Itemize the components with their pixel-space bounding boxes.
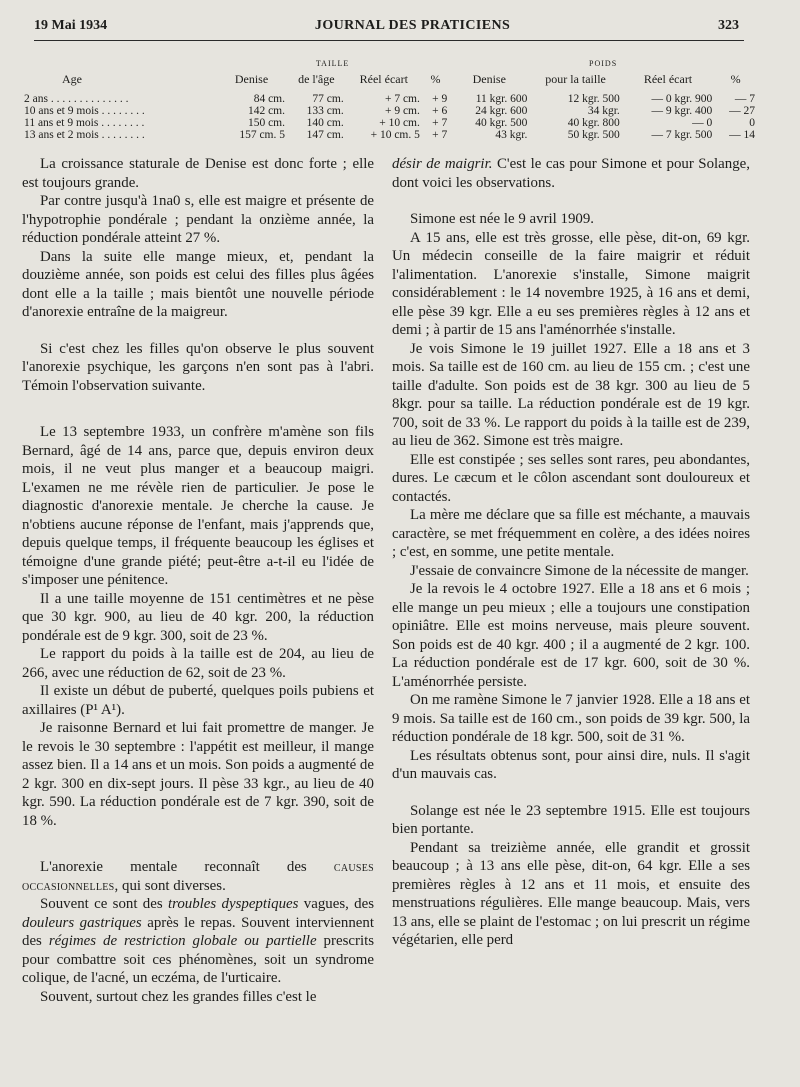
growth-table bbox=[22, 58, 757, 141]
group-label-taille: TAILLE bbox=[315, 59, 350, 68]
table-row bbox=[22, 129, 757, 141]
paragraph: La mère me déclare que sa fille est méchante, a mauvais caractère, se met fréquemment en colère, a des idées noires ; c'est, en somme, une petite mentale. bbox=[392, 507, 750, 560]
table-cell: + 7 bbox=[432, 117, 448, 129]
paragraph: Je vois Simone le 19 juillet 1927. Elle a 18 ans et 3 mois. Sa taille est de 160 cm. au lieu de 155 cm. ; c'est une taille d'adulte. Son poids est de 38 kgr. 300 au lieu de 5 8kgr. pour sa taille. La réduction pondérale est de 19 kgr. 700, soit de 33 %. Le rapport du poids à la taille est de 239, au lieu de 362. Simone est très maigre. bbox=[392, 340, 750, 449]
paragraph: La croissance staturale de Denise est donc forte ; elle est toujours grande. bbox=[22, 156, 374, 191]
table-cell: — 7 bbox=[734, 93, 755, 105]
left-column bbox=[22, 155, 374, 1006]
table-cell: + 9 cm. bbox=[384, 105, 420, 117]
table-cell: 147 cm. bbox=[306, 129, 344, 141]
group-label-poids: POIDS bbox=[589, 59, 618, 68]
paragraph: Elle est constipée ; ses selles sont rares, peu abondantes, dures. Le cæcum et le côlon ascendant sont douloureux et contactés. bbox=[392, 451, 750, 505]
table-cell: 50 kgr. 500 bbox=[567, 129, 620, 141]
paragraph: Je raisonne Bernard et lui fait promettre de manger. Je le revois le 30 septembre : l'appétit est meilleur, il mange assez bien. Il a 14 ans et un mois. Son poids a augmenté de 2 kgr. 300 en dix-sept jours. Il pèse 33 kgr., au lieu de 40 kgr. 590. La réduction pondérale est de 7 kgr. 390, soit de 18 %. bbox=[22, 720, 374, 829]
column-header: Réel écart bbox=[359, 72, 408, 86]
column-header: Réel écart bbox=[643, 72, 693, 86]
paragraph: Par contre jusqu'à 1na0 s, elle est maigre et présente de l'hypotrophie pondérale ; pendant la onzième année, la réduction pondérale atteint 27 %. bbox=[22, 193, 374, 246]
paragraph-continued: Souvent, surtout chez les grandes filles c'est le bbox=[40, 988, 317, 1005]
table-cell: — 27 bbox=[729, 105, 755, 117]
column-header: Age bbox=[62, 72, 82, 86]
table-cell: 150 cm. bbox=[247, 117, 286, 129]
table-row bbox=[22, 105, 757, 117]
table-cell: 12 kgr. 500 bbox=[567, 93, 620, 105]
table-cell: 140 cm. bbox=[306, 117, 344, 129]
table-cell: — 9 kgr. 400 bbox=[651, 105, 713, 117]
table-cell: + 9 bbox=[432, 93, 448, 105]
table-cell: — 14 bbox=[729, 129, 755, 141]
column-header: Denise bbox=[472, 72, 506, 86]
causes-paragraph: L'anorexie mentale reconnaît des causes occasionnelles, qui sont diverses. bbox=[22, 859, 374, 894]
paragraph: Simone est née le 9 avril 1909. bbox=[410, 211, 595, 227]
paragraph: Il a une taille moyenne de 151 centimètres et ne pèse que 30 kgr. 900, au lieu de 40 kgr. 200, la réduction pondérale est de 9 kgr. 300, soit de 23 %. bbox=[22, 590, 374, 644]
paragraph: Solange est née le 23 septembre 1915. Elle est toujours bien portante. bbox=[392, 802, 750, 837]
table-cell: + 10 cm. 5 bbox=[370, 129, 420, 141]
table-cell: 77 cm. bbox=[312, 93, 344, 105]
table-cell: — 0 kgr. 900 bbox=[651, 93, 713, 105]
right-column bbox=[392, 155, 750, 950]
table-cell: + 6 bbox=[432, 105, 448, 117]
running-head bbox=[34, 18, 739, 40]
table-cell: — 7 kgr. 500 bbox=[651, 129, 713, 141]
table-cell: 34 kgr. bbox=[587, 105, 620, 117]
paragraph: Si c'est chez les filles qu'on observe le plus souvent l'anorexie psychique, les garçons n'en sont pas à l'abri. Témoin l'observation suivante. bbox=[22, 340, 374, 394]
table-cell: 11 ans et 9 mois . . . . . . . . bbox=[24, 117, 145, 129]
paragraph: J'essaie de convaincre Simone de la nécessite de manger. bbox=[410, 562, 749, 579]
column-header: de l'âge bbox=[298, 72, 335, 86]
table-row bbox=[22, 93, 757, 105]
table-cell: 43 kgr. bbox=[495, 129, 528, 141]
paragraph: Pendant sa treizième année, elle grandit et grossit beaucoup ; à 13 ans elle pèse, dit-on, 64 kgr. Elle a ses premières règles à 12 ans et 11 mois, et ensuite des menstruations régulières. Elle mange beaucoup. Mais, vers 13 ans, elle se plaint de l'estomac ; on lui prescrit un régime végétarien, elle perd bbox=[392, 839, 750, 948]
paragraph: Il existe un début de puberté, quelques poils pubiens et axillaires (P¹ A¹). bbox=[22, 683, 374, 718]
table-group-row bbox=[22, 58, 757, 70]
table-cell: 142 cm. bbox=[247, 105, 286, 117]
column-header: Denise bbox=[234, 72, 269, 86]
paragraph: Le 13 septembre 1933, un confrère m'amène son fils Bernard, âgé de 14 ans, parce que, depuis environ deux mois, il ne veut plus manger et a beaucoup maigri. L'examen ne me révèle rien de particulier. Je pose le diagnostic d'anorexie mentale. Je cherche la cause. Je n'obtiens aucune réponse de l'enfant, mais j'apprends que, depuis quelque temps, il fréquente beaucoup les églises et témoigne d'une grande piété; peut-être a-t-il eu l'idée de s'imposer une pénitence. bbox=[22, 424, 374, 588]
header-rule bbox=[34, 40, 744, 41]
table-cell: 10 ans et 9 mois . . . . . . . . bbox=[24, 105, 145, 117]
paragraph: On me ramène Simone le 7 janvier 1928. Elle a 18 ans et 9 mois. Sa taille est de 160 cm., son poids de 39 kgr. 500, la réduction pondérale de 18 kgr. 500, soit de 31 %. bbox=[392, 692, 750, 745]
paragraph: Je la revois le 4 octobre 1927. Elle a 18 ans et 6 mois ; elle mange un peu mieux ; elle a toujours une constipation opiniâtre. Elle est moins nerveuse, mais pleure souvent. Son poids est de 40 kgr. 400 ; il a augmenté de 2 kgr. 100. La réduction pondérale est de 17 kgr. 600, soit de 30 %. L'aménorrhée persiste. bbox=[392, 581, 750, 690]
paragraph: Le rapport du poids à la taille est de 204, au lieu de 266, avec une réduction de 62, soit de 23 %. bbox=[22, 646, 374, 681]
table-cell: 13 ans et 2 mois . . . . . . . . bbox=[24, 129, 145, 141]
causes-term: causes occasionnelles bbox=[22, 859, 374, 894]
table-cell: 0 bbox=[749, 117, 755, 129]
table-cell: 157 cm. 5 bbox=[239, 129, 286, 141]
paragraph: Dans la suite elle mange mieux, et, pendant la douzième année, son poids est celui des filles plus âgées dont elle a la taille ; mais bientôt une nouvelle période d'anorexie entraîne de la maigreur. bbox=[22, 248, 374, 320]
table-cell: + 7 bbox=[432, 129, 448, 141]
troubles-paragraph: Souvent ce sont des troubles dyspeptiques vagues, des douleurs gastriques après le repas. Souvent interviennent des régimes de restriction globale ou partielle prescrits pour combattre soit ces phénomènes, soit un syndrome colique, de l'acné, un eczéma, de l'urticaire. bbox=[22, 896, 375, 986]
table-cell: — 0 bbox=[692, 117, 713, 129]
paragraph-continuation: désir de maigrir. C'est le cas pour Simone et pour Solange, dont voici les observations. bbox=[392, 156, 750, 191]
table-cell: 84 cm. bbox=[253, 93, 286, 105]
paragraph: Les résultats obtenus sont, pour ainsi dire, nuls. Il s'agit d'un mauvais cas. bbox=[392, 747, 750, 782]
table-cell: 2 ans . . . . . . . . . . . . . . bbox=[24, 93, 129, 105]
column-header: % bbox=[430, 72, 441, 86]
column-header: pour la taille bbox=[545, 72, 606, 86]
table-row bbox=[22, 117, 757, 129]
table-cell: + 10 cm. bbox=[379, 117, 420, 129]
issue-date: 19 Mai 1934 bbox=[34, 18, 108, 33]
table-cell: 11 kgr. 600 bbox=[475, 93, 528, 105]
table-cell: 40 kgr. 800 bbox=[567, 117, 620, 129]
table-cell: 24 kgr. 600 bbox=[475, 105, 528, 117]
table-cell: + 7 cm. bbox=[384, 93, 420, 105]
paragraph: A 15 ans, elle est très grosse, elle pèse, dit-on, 69 kgr. Un médecin conseille de la faire maigrir et réduit l'alimentation. L'anorexie s'installe, Simone maigrit considérablement : le 14 novembre 1925, à 16 ans et demi, elle pèse 39 kgr. Elle a eu ses premières règles à 12 ans et demi ; à partir de 15 ans l'aménorrhée s'installe. bbox=[392, 229, 750, 338]
table-header-row bbox=[22, 70, 757, 93]
journal-title: JOURNAL DES PRATICIENS bbox=[314, 18, 511, 33]
page-number: 323 bbox=[717, 18, 739, 33]
table-cell: 133 cm. bbox=[306, 105, 344, 117]
column-header: % bbox=[730, 72, 741, 86]
table-cell: 40 kgr. 500 bbox=[475, 117, 528, 129]
